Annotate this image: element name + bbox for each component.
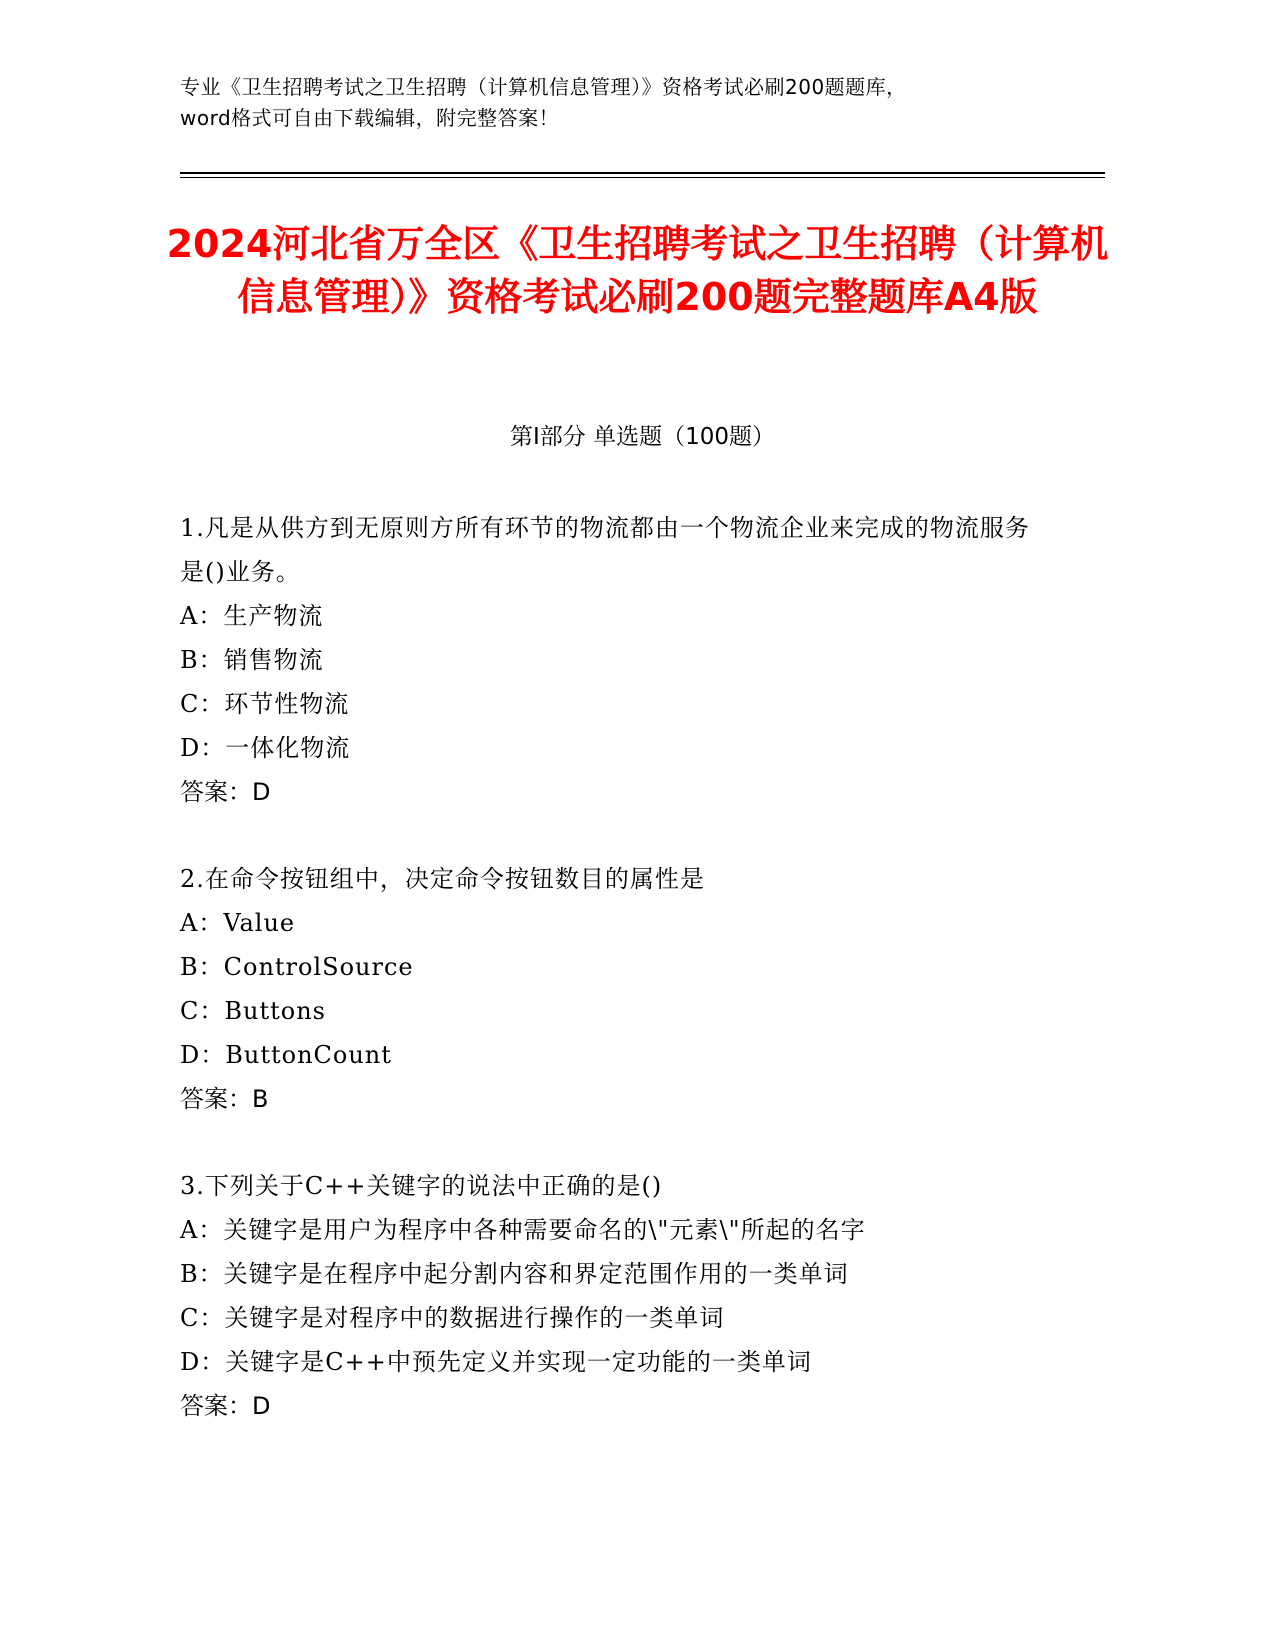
- option-d: D：ButtonCount: [180, 1041, 392, 1069]
- question-list: [180, 506, 1105, 1471]
- option-b: B：ControlSource: [180, 953, 414, 981]
- option-b: B：销售物流: [180, 646, 324, 674]
- option-a: A：Value: [180, 909, 296, 937]
- document-title: 2024河北省万全区《卫生招聘考试之卫生招聘（计算机信息管理）》资格考试必刷200题完整题库A4版: [166, 222, 1109, 319]
- option-c: C：环节性物流: [180, 690, 350, 718]
- option-c: C：关键字是对程序中的数据进行操作的一类单词: [180, 1304, 725, 1332]
- header-note: 专业《卫生招聘考试之卫生招聘（计算机信息管理）》资格考试必刷200题题库， word格式可自由下载编辑，附完整答案！: [180, 75, 907, 130]
- option-a: A：生产物流: [180, 602, 324, 630]
- header-divider-thick: [180, 172, 1105, 174]
- question-stem: 1.凡是从供方到无原则方所有环节的物流都由一个物流企业来完成的物流服务是()业务。: [180, 514, 1030, 586]
- question-3: [180, 1164, 1105, 1428]
- answer: 答案：D: [180, 778, 271, 806]
- question-stem: 3.下列关于C++关键字的说法中正确的是(): [180, 1172, 663, 1200]
- question-1: [180, 506, 1105, 814]
- option-d: D：一体化物流: [180, 734, 351, 762]
- option-d: D：关键字是C++中预先定义并实现一定功能的一类单词: [180, 1348, 812, 1376]
- option-c: C：Buttons: [180, 997, 326, 1025]
- answer: 答案：B: [180, 1085, 269, 1113]
- header-divider-thin: [180, 177, 1105, 178]
- option-a: A：关键字是用户为程序中各种需要命名的\"元素\"所起的名字: [180, 1216, 866, 1244]
- option-b: B：关键字是在程序中起分割内容和界定范围作用的一类单词: [180, 1260, 849, 1288]
- section-heading: 第I部分 单选题（100题）: [510, 424, 775, 450]
- question-stem: 2.在命令按钮组中，决定命令按钮数目的属性是: [180, 865, 705, 893]
- question-2: [180, 857, 1105, 1121]
- answer: 答案：D: [180, 1392, 271, 1420]
